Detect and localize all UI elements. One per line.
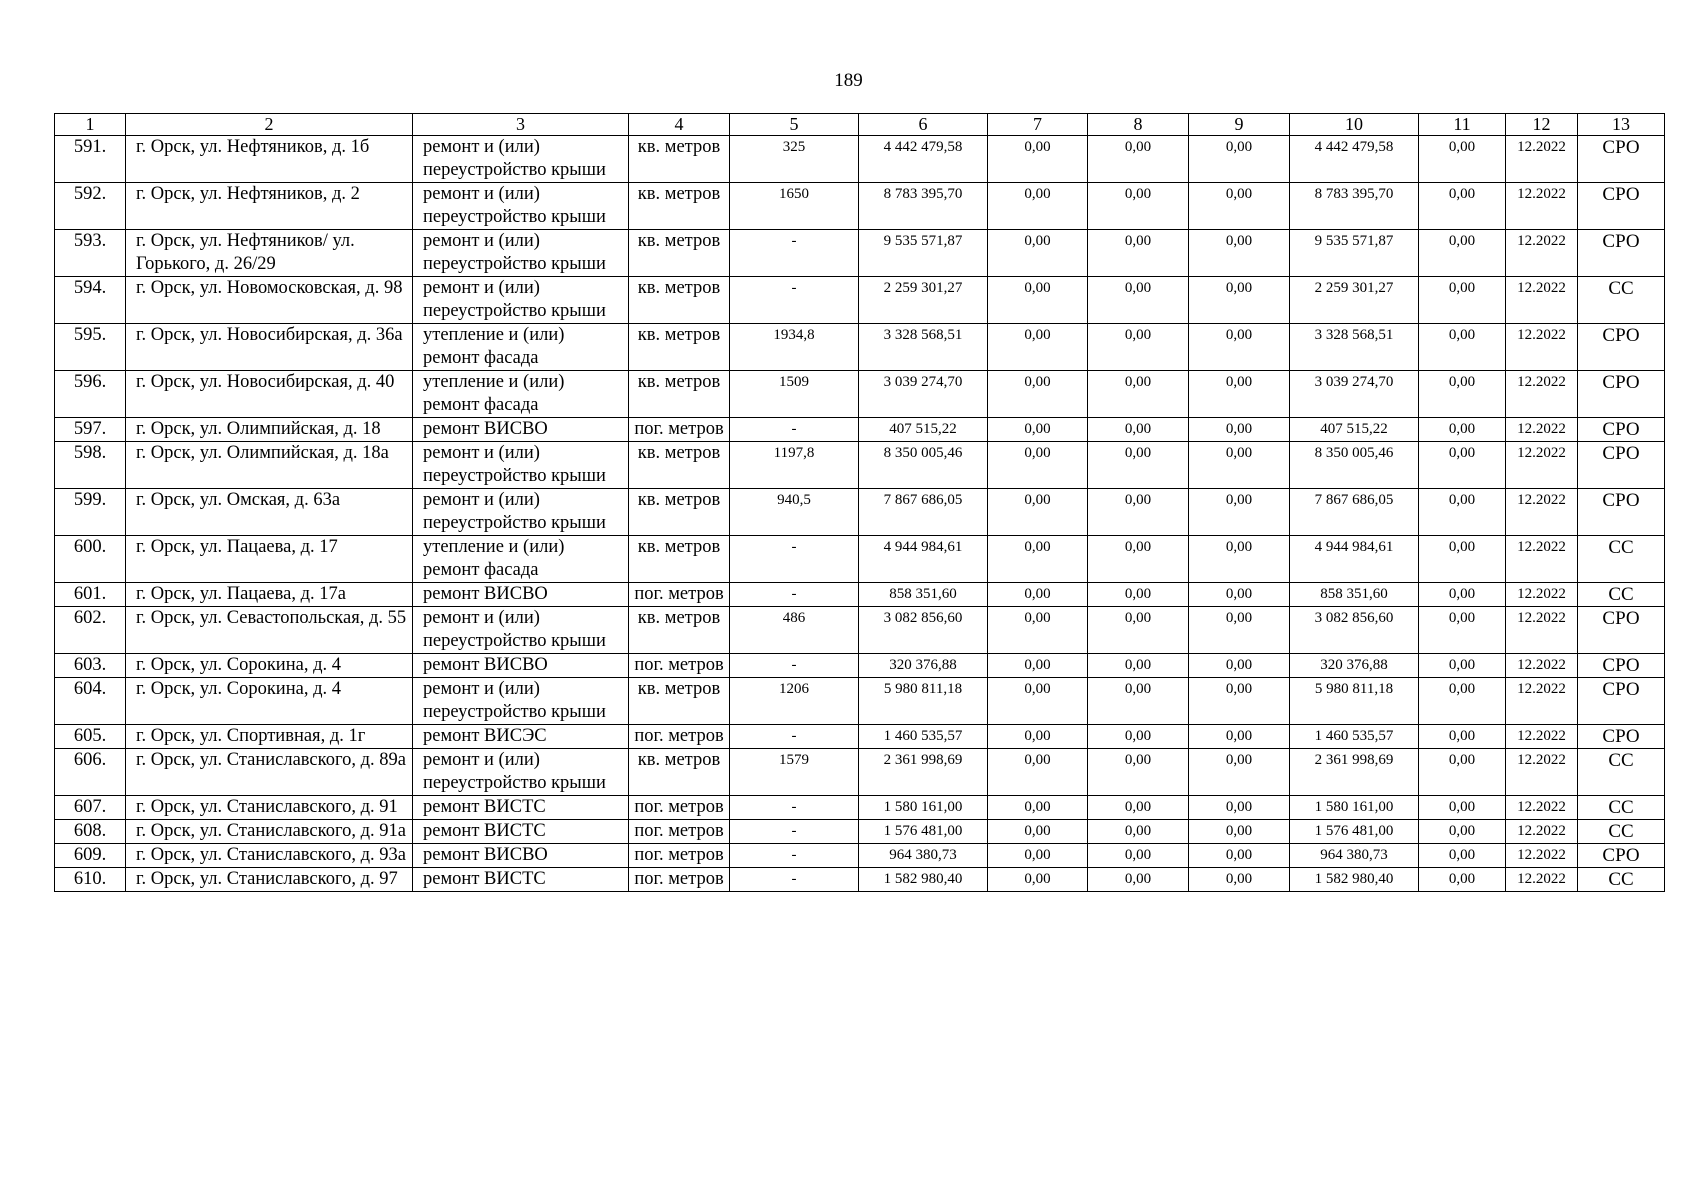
address-cell: г. Орск, ул. Пацаева, д. 17 <box>126 536 413 583</box>
column-number-header: 10 <box>1290 114 1419 136</box>
fund-col10-cell: 4 442 479,58 <box>1290 136 1419 183</box>
volume-cell: - <box>730 868 859 892</box>
work-type-cell: ремонт ВИСВО <box>413 418 629 442</box>
work-type-cell: ремонт и (или) переустройство крыши <box>413 136 629 183</box>
funding-method-cell: СРО <box>1578 654 1665 678</box>
table-row <box>55 583 1665 607</box>
address-cell: г. Орск, ул. Станиславского, д. 91 <box>126 796 413 820</box>
address-cell: г. Орск, ул. Сорокина, д. 4 <box>126 654 413 678</box>
fund-col8-cell: 0,00 <box>1088 277 1189 324</box>
completion-date-cell: 12.2022 <box>1506 277 1578 324</box>
total-cost-cell: 2 361 998,69 <box>859 749 988 796</box>
volume-cell: - <box>730 796 859 820</box>
volume-cell: 940,5 <box>730 489 859 536</box>
total-cost-cell: 2 259 301,27 <box>859 277 988 324</box>
row-number: 597. <box>55 418 126 442</box>
address-cell: г. Орск, ул. Пацаева, д. 17а <box>126 583 413 607</box>
fund-col9-cell: 0,00 <box>1189 868 1290 892</box>
unit-cell: пог. метров <box>629 725 730 749</box>
total-cost-cell: 4 944 984,61 <box>859 536 988 583</box>
completion-date-cell: 12.2022 <box>1506 678 1578 725</box>
fund-col11-cell: 0,00 <box>1419 489 1506 536</box>
fund-col8-cell: 0,00 <box>1088 183 1189 230</box>
fund-col7-cell: 0,00 <box>988 678 1088 725</box>
unit-cell: кв. метров <box>629 230 730 277</box>
volume-cell: 1934,8 <box>730 324 859 371</box>
work-type-cell: ремонт и (или) переустройство крыши <box>413 678 629 725</box>
fund-col9-cell: 0,00 <box>1189 654 1290 678</box>
fund-col11-cell: 0,00 <box>1419 442 1506 489</box>
row-number: 600. <box>55 536 126 583</box>
completion-date-cell: 12.2022 <box>1506 583 1578 607</box>
volume-cell: 1197,8 <box>730 442 859 489</box>
unit-cell: кв. метров <box>629 371 730 418</box>
fund-col7-cell: 0,00 <box>988 820 1088 844</box>
fund-col8-cell: 0,00 <box>1088 489 1189 536</box>
total-cost-cell: 407 515,22 <box>859 418 988 442</box>
funding-method-cell: СС <box>1578 583 1665 607</box>
funding-method-cell: СС <box>1578 868 1665 892</box>
total-cost-cell: 1 460 535,57 <box>859 725 988 749</box>
row-number: 596. <box>55 371 126 418</box>
table-row <box>55 442 1665 489</box>
fund-col8-cell: 0,00 <box>1088 324 1189 371</box>
unit-cell: пог. метров <box>629 868 730 892</box>
fund-col7-cell: 0,00 <box>988 489 1088 536</box>
total-cost-cell: 8 783 395,70 <box>859 183 988 230</box>
total-cost-cell: 858 351,60 <box>859 583 988 607</box>
completion-date-cell: 12.2022 <box>1506 136 1578 183</box>
fund-col7-cell: 0,00 <box>988 607 1088 654</box>
work-type-cell: утепление и (или) ремонт фасада <box>413 536 629 583</box>
fund-col7-cell: 0,00 <box>988 183 1088 230</box>
unit-cell: кв. метров <box>629 749 730 796</box>
column-number-header: 3 <box>413 114 629 136</box>
fund-col7-cell: 0,00 <box>988 725 1088 749</box>
unit-cell: кв. метров <box>629 607 730 654</box>
work-type-cell: ремонт ВИСТС <box>413 868 629 892</box>
row-number: 610. <box>55 868 126 892</box>
fund-col8-cell: 0,00 <box>1088 418 1189 442</box>
fund-col8-cell: 0,00 <box>1088 583 1189 607</box>
address-cell: г. Орск, ул. Нефтяников/ ул. Горького, д. 26/29 <box>126 230 413 277</box>
completion-date-cell: 12.2022 <box>1506 607 1578 654</box>
fund-col11-cell: 0,00 <box>1419 820 1506 844</box>
funding-method-cell: СРО <box>1578 136 1665 183</box>
fund-col7-cell: 0,00 <box>988 442 1088 489</box>
fund-col8-cell: 0,00 <box>1088 868 1189 892</box>
unit-cell: кв. метров <box>629 277 730 324</box>
completion-date-cell: 12.2022 <box>1506 442 1578 489</box>
fund-col8-cell: 0,00 <box>1088 749 1189 796</box>
address-cell: г. Орск, ул. Станиславского, д. 91а <box>126 820 413 844</box>
fund-col7-cell: 0,00 <box>988 654 1088 678</box>
row-number: 591. <box>55 136 126 183</box>
fund-col11-cell: 0,00 <box>1419 230 1506 277</box>
column-number-header-row <box>55 114 1665 136</box>
fund-col10-cell: 1 576 481,00 <box>1290 820 1419 844</box>
fund-col9-cell: 0,00 <box>1189 725 1290 749</box>
table-row <box>55 536 1665 583</box>
fund-col11-cell: 0,00 <box>1419 536 1506 583</box>
work-type-cell: ремонт ВИСВО <box>413 583 629 607</box>
volume-cell: - <box>730 418 859 442</box>
volume-cell: - <box>730 230 859 277</box>
row-number: 609. <box>55 844 126 868</box>
completion-date-cell: 12.2022 <box>1506 844 1578 868</box>
address-cell: г. Орск, ул. Новосибирская, д. 36а <box>126 324 413 371</box>
address-cell: г. Орск, ул. Нефтяников, д. 1б <box>126 136 413 183</box>
completion-date-cell: 12.2022 <box>1506 749 1578 796</box>
fund-col9-cell: 0,00 <box>1189 583 1290 607</box>
fund-col10-cell: 964 380,73 <box>1290 844 1419 868</box>
total-cost-cell: 5 980 811,18 <box>859 678 988 725</box>
row-number: 608. <box>55 820 126 844</box>
funding-method-cell: СРО <box>1578 607 1665 654</box>
table-body <box>55 136 1665 892</box>
work-type-cell: ремонт ВИСВО <box>413 654 629 678</box>
unit-cell: кв. метров <box>629 183 730 230</box>
funding-method-cell: СРО <box>1578 442 1665 489</box>
completion-date-cell: 12.2022 <box>1506 654 1578 678</box>
unit-cell: кв. метров <box>629 324 730 371</box>
funding-method-cell: СС <box>1578 536 1665 583</box>
volume-cell: 486 <box>730 607 859 654</box>
funding-method-cell: СРО <box>1578 230 1665 277</box>
total-cost-cell: 1 580 161,00 <box>859 796 988 820</box>
fund-col7-cell: 0,00 <box>988 796 1088 820</box>
completion-date-cell: 12.2022 <box>1506 536 1578 583</box>
row-number: 595. <box>55 324 126 371</box>
total-cost-cell: 3 082 856,60 <box>859 607 988 654</box>
volume-cell: - <box>730 844 859 868</box>
unit-cell: пог. метров <box>629 820 730 844</box>
table-row <box>55 725 1665 749</box>
column-number-header: 9 <box>1189 114 1290 136</box>
funding-method-cell: СРО <box>1578 489 1665 536</box>
completion-date-cell: 12.2022 <box>1506 868 1578 892</box>
work-type-cell: ремонт и (или) переустройство крыши <box>413 749 629 796</box>
work-type-cell: утепление и (или) ремонт фасада <box>413 324 629 371</box>
table-row <box>55 844 1665 868</box>
row-number: 602. <box>55 607 126 654</box>
fund-col7-cell: 0,00 <box>988 749 1088 796</box>
total-cost-cell: 9 535 571,87 <box>859 230 988 277</box>
funding-method-cell: СС <box>1578 749 1665 796</box>
row-number: 592. <box>55 183 126 230</box>
total-cost-cell: 8 350 005,46 <box>859 442 988 489</box>
work-type-cell: ремонт и (или) переустройство крыши <box>413 277 629 324</box>
fund-col11-cell: 0,00 <box>1419 418 1506 442</box>
completion-date-cell: 12.2022 <box>1506 489 1578 536</box>
fund-col7-cell: 0,00 <box>988 583 1088 607</box>
address-cell: г. Орск, ул. Спортивная, д. 1г <box>126 725 413 749</box>
fund-col7-cell: 0,00 <box>988 536 1088 583</box>
table-row <box>55 749 1665 796</box>
funding-method-cell: СС <box>1578 820 1665 844</box>
work-type-cell: ремонт и (или) переустройство крыши <box>413 607 629 654</box>
volume-cell: - <box>730 820 859 844</box>
fund-col8-cell: 0,00 <box>1088 725 1189 749</box>
fund-col8-cell: 0,00 <box>1088 536 1189 583</box>
fund-col9-cell: 0,00 <box>1189 277 1290 324</box>
work-type-cell: ремонт и (или) переустройство крыши <box>413 442 629 489</box>
fund-col11-cell: 0,00 <box>1419 136 1506 183</box>
funding-method-cell: СРО <box>1578 725 1665 749</box>
unit-cell: кв. метров <box>629 536 730 583</box>
fund-col9-cell: 0,00 <box>1189 136 1290 183</box>
table-row <box>55 371 1665 418</box>
table-row <box>55 230 1665 277</box>
fund-col11-cell: 0,00 <box>1419 678 1506 725</box>
fund-col8-cell: 0,00 <box>1088 371 1189 418</box>
fund-col11-cell: 0,00 <box>1419 749 1506 796</box>
volume-cell: - <box>730 583 859 607</box>
address-cell: г. Орск, ул. Станиславского, д. 93а <box>126 844 413 868</box>
fund-col7-cell: 0,00 <box>988 868 1088 892</box>
total-cost-cell: 3 328 568,51 <box>859 324 988 371</box>
fund-col10-cell: 9 535 571,87 <box>1290 230 1419 277</box>
funding-method-cell: СС <box>1578 277 1665 324</box>
table-row <box>55 654 1665 678</box>
fund-col11-cell: 0,00 <box>1419 183 1506 230</box>
completion-date-cell: 12.2022 <box>1506 183 1578 230</box>
completion-date-cell: 12.2022 <box>1506 324 1578 371</box>
volume-cell: 1509 <box>730 371 859 418</box>
volume-cell: - <box>730 725 859 749</box>
fund-col7-cell: 0,00 <box>988 277 1088 324</box>
fund-col10-cell: 5 980 811,18 <box>1290 678 1419 725</box>
fund-col11-cell: 0,00 <box>1419 607 1506 654</box>
fund-col8-cell: 0,00 <box>1088 654 1189 678</box>
fund-col11-cell: 0,00 <box>1419 868 1506 892</box>
fund-col7-cell: 0,00 <box>988 844 1088 868</box>
completion-date-cell: 12.2022 <box>1506 725 1578 749</box>
fund-col10-cell: 1 460 535,57 <box>1290 725 1419 749</box>
fund-col7-cell: 0,00 <box>988 136 1088 183</box>
unit-cell: пог. метров <box>629 796 730 820</box>
volume-cell: 1579 <box>730 749 859 796</box>
column-number-header: 11 <box>1419 114 1506 136</box>
volume-cell: 1206 <box>730 678 859 725</box>
row-number: 598. <box>55 442 126 489</box>
table-row <box>55 277 1665 324</box>
capital-repair-table <box>54 113 1665 892</box>
fund-col8-cell: 0,00 <box>1088 230 1189 277</box>
fund-col10-cell: 8 783 395,70 <box>1290 183 1419 230</box>
fund-col10-cell: 7 867 686,05 <box>1290 489 1419 536</box>
column-number-header: 4 <box>629 114 730 136</box>
column-number-header: 1 <box>55 114 126 136</box>
fund-col9-cell: 0,00 <box>1189 371 1290 418</box>
completion-date-cell: 12.2022 <box>1506 371 1578 418</box>
address-cell: г. Орск, ул. Олимпийская, д. 18 <box>126 418 413 442</box>
fund-col9-cell: 0,00 <box>1189 844 1290 868</box>
fund-col7-cell: 0,00 <box>988 371 1088 418</box>
fund-col10-cell: 2 361 998,69 <box>1290 749 1419 796</box>
fund-col10-cell: 407 515,22 <box>1290 418 1419 442</box>
table-row <box>55 796 1665 820</box>
address-cell: г. Орск, ул. Новомосковская, д. 98 <box>126 277 413 324</box>
fund-col9-cell: 0,00 <box>1189 607 1290 654</box>
funding-method-cell: СРО <box>1578 371 1665 418</box>
fund-col9-cell: 0,00 <box>1189 442 1290 489</box>
row-number: 604. <box>55 678 126 725</box>
fund-col10-cell: 3 328 568,51 <box>1290 324 1419 371</box>
fund-col9-cell: 0,00 <box>1189 418 1290 442</box>
funding-method-cell: СРО <box>1578 844 1665 868</box>
fund-col8-cell: 0,00 <box>1088 844 1189 868</box>
fund-col10-cell: 1 580 161,00 <box>1290 796 1419 820</box>
unit-cell: пог. метров <box>629 583 730 607</box>
volume-cell: - <box>730 536 859 583</box>
volume-cell: 325 <box>730 136 859 183</box>
funding-method-cell: СРО <box>1578 678 1665 725</box>
column-number-header: 6 <box>859 114 988 136</box>
column-number-header: 13 <box>1578 114 1665 136</box>
table-row <box>55 324 1665 371</box>
fund-col11-cell: 0,00 <box>1419 725 1506 749</box>
table-row <box>55 183 1665 230</box>
address-cell: г. Орск, ул. Станиславского, д. 89а <box>126 749 413 796</box>
completion-date-cell: 12.2022 <box>1506 820 1578 844</box>
completion-date-cell: 12.2022 <box>1506 230 1578 277</box>
table-row <box>55 418 1665 442</box>
volume-cell: - <box>730 277 859 324</box>
total-cost-cell: 3 039 274,70 <box>859 371 988 418</box>
fund-col10-cell: 1 582 980,40 <box>1290 868 1419 892</box>
work-type-cell: ремонт ВИСТС <box>413 820 629 844</box>
work-type-cell: ремонт ВИСЭС <box>413 725 629 749</box>
fund-col11-cell: 0,00 <box>1419 654 1506 678</box>
fund-col10-cell: 4 944 984,61 <box>1290 536 1419 583</box>
total-cost-cell: 1 576 481,00 <box>859 820 988 844</box>
fund-col10-cell: 2 259 301,27 <box>1290 277 1419 324</box>
fund-col9-cell: 0,00 <box>1189 183 1290 230</box>
row-number: 607. <box>55 796 126 820</box>
address-cell: г. Орск, ул. Олимпийская, д. 18а <box>126 442 413 489</box>
fund-col11-cell: 0,00 <box>1419 277 1506 324</box>
table-row <box>55 678 1665 725</box>
work-type-cell: ремонт и (или) переустройство крыши <box>413 230 629 277</box>
table-row <box>55 489 1665 536</box>
funding-method-cell: СС <box>1578 796 1665 820</box>
fund-col8-cell: 0,00 <box>1088 607 1189 654</box>
total-cost-cell: 4 442 479,58 <box>859 136 988 183</box>
address-cell: г. Орск, ул. Новосибирская, д. 40 <box>126 371 413 418</box>
fund-col10-cell: 3 082 856,60 <box>1290 607 1419 654</box>
work-type-cell: ремонт и (или) переустройство крыши <box>413 183 629 230</box>
fund-col11-cell: 0,00 <box>1419 583 1506 607</box>
table-row <box>55 136 1665 183</box>
completion-date-cell: 12.2022 <box>1506 418 1578 442</box>
unit-cell: кв. метров <box>629 442 730 489</box>
column-number-header: 5 <box>730 114 859 136</box>
fund-col8-cell: 0,00 <box>1088 820 1189 844</box>
address-cell: г. Орск, ул. Нефтяников, д. 2 <box>126 183 413 230</box>
completion-date-cell: 12.2022 <box>1506 796 1578 820</box>
fund-col9-cell: 0,00 <box>1189 749 1290 796</box>
funding-method-cell: СРО <box>1578 324 1665 371</box>
unit-cell: пог. метров <box>629 418 730 442</box>
fund-col9-cell: 0,00 <box>1189 796 1290 820</box>
fund-col11-cell: 0,00 <box>1419 796 1506 820</box>
row-number: 605. <box>55 725 126 749</box>
column-number-header: 7 <box>988 114 1088 136</box>
fund-col11-cell: 0,00 <box>1419 324 1506 371</box>
address-cell: г. Орск, ул. Омская, д. 63а <box>126 489 413 536</box>
fund-col7-cell: 0,00 <box>988 324 1088 371</box>
fund-col9-cell: 0,00 <box>1189 324 1290 371</box>
row-number: 594. <box>55 277 126 324</box>
fund-col8-cell: 0,00 <box>1088 136 1189 183</box>
column-number-header: 2 <box>126 114 413 136</box>
total-cost-cell: 7 867 686,05 <box>859 489 988 536</box>
fund-col9-cell: 0,00 <box>1189 678 1290 725</box>
volume-cell: 1650 <box>730 183 859 230</box>
row-number: 599. <box>55 489 126 536</box>
fund-col8-cell: 0,00 <box>1088 678 1189 725</box>
address-cell: г. Орск, ул. Сорокина, д. 4 <box>126 678 413 725</box>
fund-col11-cell: 0,00 <box>1419 371 1506 418</box>
fund-col9-cell: 0,00 <box>1189 489 1290 536</box>
fund-col7-cell: 0,00 <box>988 230 1088 277</box>
funding-method-cell: СРО <box>1578 418 1665 442</box>
unit-cell: кв. метров <box>629 136 730 183</box>
unit-cell: кв. метров <box>629 489 730 536</box>
row-number: 606. <box>55 749 126 796</box>
work-type-cell: ремонт ВИСВО <box>413 844 629 868</box>
row-number: 593. <box>55 230 126 277</box>
unit-cell: пог. метров <box>629 844 730 868</box>
fund-col8-cell: 0,00 <box>1088 442 1189 489</box>
funding-method-cell: СРО <box>1578 183 1665 230</box>
total-cost-cell: 1 582 980,40 <box>859 868 988 892</box>
fund-col9-cell: 0,00 <box>1189 820 1290 844</box>
column-number-header: 8 <box>1088 114 1189 136</box>
work-type-cell: ремонт и (или) переустройство крыши <box>413 489 629 536</box>
fund-col10-cell: 3 039 274,70 <box>1290 371 1419 418</box>
fund-col11-cell: 0,00 <box>1419 844 1506 868</box>
fund-col10-cell: 320 376,88 <box>1290 654 1419 678</box>
unit-cell: кв. метров <box>629 678 730 725</box>
fund-col10-cell: 858 351,60 <box>1290 583 1419 607</box>
fund-col7-cell: 0,00 <box>988 418 1088 442</box>
table-row <box>55 607 1665 654</box>
total-cost-cell: 320 376,88 <box>859 654 988 678</box>
volume-cell: - <box>730 654 859 678</box>
fund-col9-cell: 0,00 <box>1189 536 1290 583</box>
work-type-cell: утепление и (или) ремонт фасада <box>413 371 629 418</box>
fund-col9-cell: 0,00 <box>1189 230 1290 277</box>
table-row <box>55 868 1665 892</box>
unit-cell: пог. метров <box>629 654 730 678</box>
page-number: 189 <box>834 70 863 91</box>
total-cost-cell: 964 380,73 <box>859 844 988 868</box>
table-row <box>55 820 1665 844</box>
work-type-cell: ремонт ВИСТС <box>413 796 629 820</box>
column-number-header: 12 <box>1506 114 1578 136</box>
row-number: 601. <box>55 583 126 607</box>
address-cell: г. Орск, ул. Станиславского, д. 97 <box>126 868 413 892</box>
fund-col10-cell: 8 350 005,46 <box>1290 442 1419 489</box>
fund-col8-cell: 0,00 <box>1088 796 1189 820</box>
row-number: 603. <box>55 654 126 678</box>
address-cell: г. Орск, ул. Севастопольская, д. 55 <box>126 607 413 654</box>
